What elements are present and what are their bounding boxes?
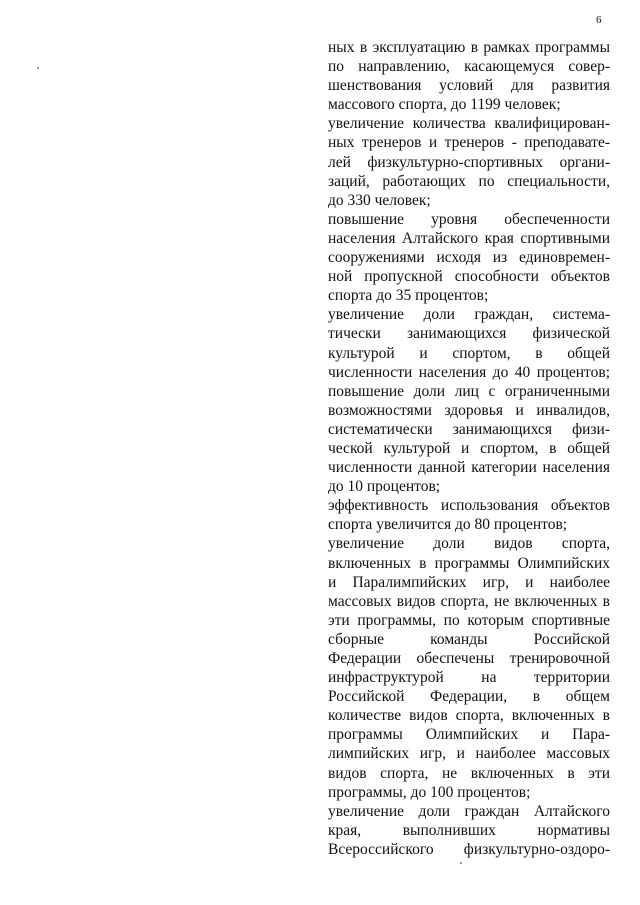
text-line: количестве видов спорта, включенных в — [328, 707, 610, 725]
text-line: эти программы, по которым спортивные — [328, 611, 610, 629]
text-line: повышение доли лиц с ограниченными — [328, 382, 610, 400]
text-line: лимпийских игр, и наиболее массовых — [328, 745, 610, 763]
text-line: края, выполнивших нормативы — [328, 821, 610, 839]
text-line: по направлению, касающемуся совер- — [328, 58, 610, 76]
text-line: ной пропускной способности объектов — [328, 268, 610, 286]
text-line: систематически занимающихся физи- — [328, 420, 610, 438]
text-line: тически занимающихся физической — [328, 325, 610, 343]
scan-speck — [460, 862, 462, 864]
text-line: повышение уровня обеспеченности — [328, 210, 610, 228]
text-line: Всероссийского физкультурно-оздоро- — [328, 840, 610, 858]
text-line: увеличение доли видов спорта, — [328, 535, 610, 553]
text-line: увеличение доли граждан, система- — [328, 306, 610, 324]
text-line: ческой культурой и спортом, в общей — [328, 439, 610, 457]
text-line: сооружениями исходя из единовремен- — [328, 249, 610, 267]
text-line: видов спорта, не включенных в эти — [328, 764, 610, 782]
text-line: увеличение количества квалифицирован- — [328, 115, 610, 133]
text-line: массовых видов спорта, не включенных в — [328, 592, 610, 610]
text-line: сборные команды Российской — [328, 630, 610, 648]
text-line: и Паралимпийских игр, и наиболее — [328, 573, 610, 591]
text-line: ных в эксплуатацию в рамках программы — [328, 39, 610, 56]
text-line: инфраструктурой на территории — [328, 669, 610, 687]
text-line: до 330 человек; — [328, 191, 431, 209]
text-line: до 10 процентов; — [328, 478, 441, 496]
text-line: населения Алтайского края спортивными — [328, 229, 610, 247]
text-line: программы, до 100 процентов; — [328, 783, 531, 801]
text-line: шенствования условий для развития — [328, 77, 610, 95]
document-text-column — [328, 38, 610, 859]
text-line: культурой и спортом, в общей — [328, 344, 610, 362]
text-line: численности населения до 40 процентов; — [328, 363, 610, 381]
text-line: спорта до 35 процентов; — [328, 287, 489, 305]
text-line: ных тренеров и тренеров - преподавате- — [328, 134, 610, 152]
text-line: увеличение доли граждан Алтайского — [328, 802, 610, 820]
text-line: лей физкультурно-спортивных органи- — [328, 153, 610, 171]
page-number: 6 — [596, 14, 602, 26]
text-line: спорта увеличится до 80 процентов; — [328, 516, 568, 534]
text-line: массового спорта, до 1199 человек; — [328, 96, 561, 114]
text-line: возможностями здоровья и инвалидов, — [328, 401, 610, 419]
text-line: включенных в программы Олимпийских — [328, 554, 610, 572]
scan-speck — [37, 67, 39, 69]
text-line: эффективность использования объектов — [328, 497, 610, 515]
text-line: программы Олимпийских и Пара- — [328, 726, 610, 744]
text-line: численности данной категории населения — [328, 459, 610, 477]
text-line: Российской Федерации, в общем — [328, 688, 610, 706]
text-line: заций, работающих по специальности, — [328, 172, 610, 190]
text-line: Федерации обеспечены тренировочной — [328, 650, 610, 667]
